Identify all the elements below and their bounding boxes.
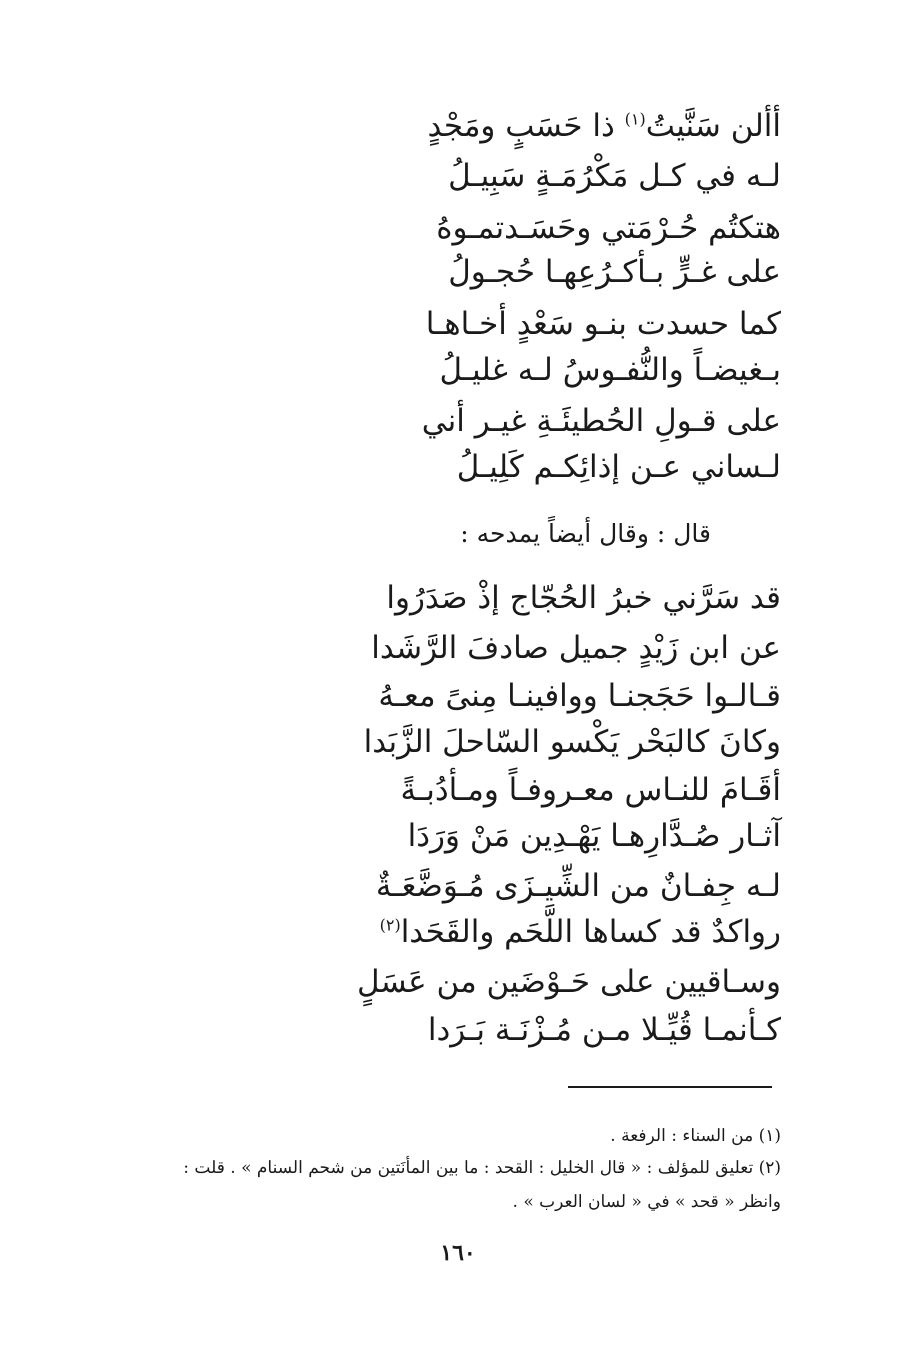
poem1-line-3: هتكتُم حُـرْمَتي وحَسَـدتمـوهُ bbox=[436, 210, 781, 246]
footnote-separator bbox=[568, 1086, 772, 1088]
poem1-line-7: على قـولِ الحُطيئَـةِ غيـر أني bbox=[421, 403, 781, 439]
footnote-2: (٢) تعليق للمؤلف : « قال الخليل : القحد : ما بين المأنَتين من شحم السنام » . قلت : bbox=[183, 1158, 781, 1178]
footnote-2-continued: وانظر « قحد » في « لسان العرب » . bbox=[512, 1192, 781, 1212]
poem2-line-5: أقَـامَ للنـاس معـروفـاً ومـأدُبـةً bbox=[400, 772, 781, 808]
footnote-ref-2: (٢) bbox=[379, 915, 401, 935]
page-number: ١٦٠ bbox=[440, 1240, 476, 1266]
poem2-line-6: آثـار صُـدَّارِهـا يَهْـدِين مَنْ وَرَدَا bbox=[407, 818, 781, 854]
poem2-intro: قال : وقال أيضاً يمدحه : bbox=[460, 519, 711, 548]
poem2-line-2: عن ابن زَيْدٍ جميل صادفَ الرَّشَدا bbox=[371, 630, 781, 666]
poem2-line-8-text: رواكدٌ قد كساها اللَّحَم والقَحَدا bbox=[400, 914, 781, 950]
poem2-line-7: لـه جِفـانٌ من الشِّيـزَى مُـوَضَّعَـةٌ bbox=[375, 868, 781, 904]
poem1-line-2: لـه في كـل مَكْرُمَـةٍ سَبِيـلُ bbox=[448, 158, 781, 194]
footnote-ref-1: (١) bbox=[624, 109, 646, 129]
footnote-1: (١) من السناء : الرفعة . bbox=[610, 1126, 781, 1146]
poem1-line-5: كما حسدت بنـو سَعْدٍ أخـاهـا bbox=[425, 306, 781, 342]
poem1-line-1-rest: ذا حَسَبٍ ومَجْدٍ bbox=[427, 108, 625, 144]
poem1-line-1 bbox=[428, 106, 781, 146]
poem2-line-1: قد سَرَّني خبرُ الحُجّاج إذْ صَدَرُوا bbox=[386, 580, 781, 616]
poem2-line-8 bbox=[380, 912, 781, 952]
poem1-line-6: بـغيضـاً والنُّفـوسُ لـه غليـلُ bbox=[439, 352, 781, 388]
poem1-line-1-text: أألن سَنَّيتُ bbox=[645, 108, 781, 144]
poem2-line-10: كـأنمـا قُيِّـلا مـن مُـزْنَـة بَـرَدا bbox=[427, 1012, 781, 1048]
poem2-line-4: وكانَ كالبَحْر يَكْسو السّاحلَ الزَّبَدا bbox=[363, 724, 781, 760]
poem1-line-4: على غـرٍّ بـأكـرُعِهـا حُجـولُ bbox=[448, 254, 781, 290]
poem1-line-8: لـساني عـن إذائِكـم كَلِيـلُ bbox=[456, 449, 781, 485]
poem2-line-9: وسـاقيين على حَـوْضَين من عَسَلٍ bbox=[357, 964, 781, 1000]
poem2-line-3: قـالـوا حَجَجنـا ووافينـا مِنىً معـهُ bbox=[378, 678, 781, 714]
